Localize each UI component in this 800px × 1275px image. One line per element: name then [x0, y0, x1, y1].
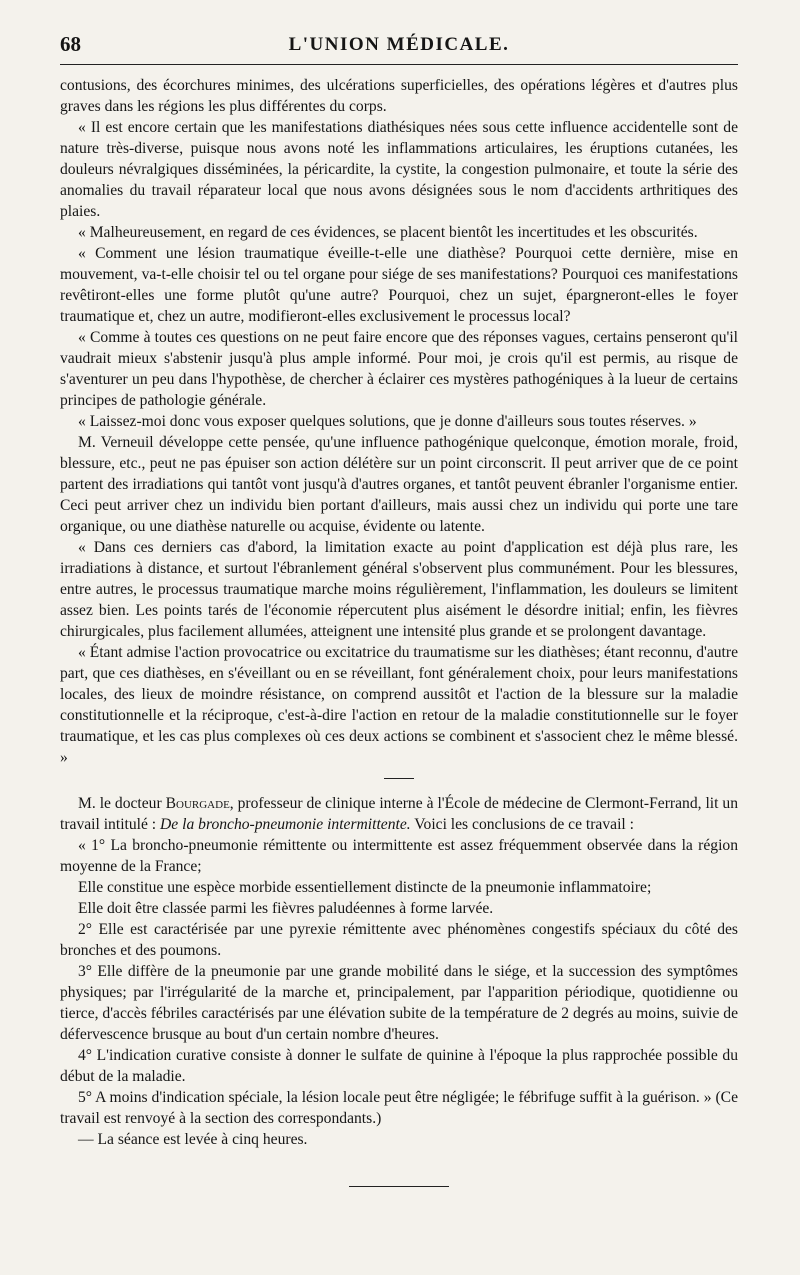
- running-head: L'UNION MÉDICALE.: [288, 34, 510, 55]
- conclusion-item: « 1° La broncho-pneumonie rémittente ou intermittente est assez fréquemment observée dans la région moyenne de la France;: [60, 837, 738, 875]
- intro-middle: , professeur de clinique interne à l'École de médecine de Clermont-Ferrand, lit un travail intitulé :: [60, 795, 738, 833]
- session-closing: — La séance est levée à cinq heures.: [78, 1131, 308, 1148]
- section-divider: [384, 778, 414, 779]
- communication-intro: [60, 793, 738, 835]
- paragraph: « Malheureusement, en regard de ces évidences, se placent bientôt les incertitudes et les obscurités.: [78, 224, 698, 241]
- conclusion-item: Elle doit être classée parmi les fièvres paludéennes à forme larvée.: [78, 900, 494, 917]
- paragraph-continuation: contusions, des écorchures minimes, des ulcérations superficielles, des opérations légères et d'autres plus graves dans les régions les plus différentes du corps.: [60, 77, 738, 115]
- conclusion-item: 5° A moins d'indication spéciale, la lésion locale peut être négligée; le fébrifuge suffit à la guérison. » (Ce travail est renvoyé à la section des correspondants.): [60, 1089, 738, 1127]
- conclusion-item: 3° Elle diffère de la pneumonie par une grande mobilité dans le siége, et la succession des symptômes physiques; par l'irrégularité de la marche et, principalement, par l'apparition périodique, quotidienne ou tierce, d'accès fébriles caractérisés par une élévation subite de la température de 2 degrés au moins, suivie de défervescence brusque au bout d'un certain nombre d'heures.: [60, 963, 738, 1043]
- paragraph: « Étant admise l'action provocatrice ou excitatrice du traumatisme sur les diathèses; étant reconnu, d'autre part, que ces diathèses, en s'éveillant ou en se réveillant, font généralement choix, pour leurs manifestations locales, des lieux de moindre résistance, on comprend aussitôt et l'action de la blessure sur la maladie constitutionnelle et la réciproque, c'est-à-dire l'action en retour de la maladie constitutionnelle sur le foyer traumatique, et les cas plus complexes où ces deux actions se combinent et s'associent chez le même blessé. »: [60, 644, 738, 766]
- conclusion-item: 4° L'indication curative consiste à donner le sulfate de quinine à l'époque la plus rapprochée possible du début de la maladie.: [60, 1047, 738, 1085]
- intro-prefix: M. le docteur: [78, 795, 166, 812]
- paragraph: « Il est encore certain que les manifestations diathésiques nées sous cette influence accidentelle sont de nature très-diverse, puisque nous avons noté les inflammations articulaires, les éruptions cutanées, les douleurs névralgiques disséminées, la péricardite, la cystite, la congestion pulmonaire, et toute la série des anomalies du travail réparateur local que nous avons désignées sous le nom d'accidents arthritiques des plaies.: [60, 119, 738, 220]
- conclusion-item: 2° Elle est caractérisée par une pyrexie rémittente avec phénomènes congestifs spéciaux du côté des bronches et des poumons.: [60, 921, 738, 959]
- conclusion-item: Elle constitue une espèce morbide essentiellement distincte de la pneumonie inflammatoire;: [78, 879, 652, 896]
- author-name: Bourgade: [165, 795, 230, 812]
- article-body: [60, 75, 738, 1187]
- paragraph: M. Verneuil développe cette pensée, qu'une influence pathogénique quelconque, émotion morale, froid, blessure, etc., peut ne pas épuiser son action délétère sur un point circonscrit. Il peut arriver que de ce point partent des irradiations qui tantôt vont jusqu'à d'autres organes, et tantôt peuvent ébranler l'organisme entier. Ceci peut arriver chez un individu bien portant d'ailleurs, mais aussi chez un individu qui porte une tare organique, ou une diathèse naturelle ou acquise, évidente ou latente.: [60, 434, 738, 535]
- paragraph: « Laissez-moi donc vous exposer quelques solutions, que je donne d'ailleurs sous toutes réserves. »: [78, 413, 697, 430]
- work-title: De la broncho-pneumonie intermittente.: [160, 816, 411, 833]
- paragraph: « Comment une lésion traumatique éveille-t-elle une diathèse? Pourquoi cette dernière, mise en mouvement, va-t-elle choisir tel ou tel organe pour siége de ses manifestations? Pourquoi ces manifestations revêtiront-elles une forme plutôt qu'une autre? Pourquoi, chez un sujet, épargneront-elles le foyer traumatique et, chez un autre, modifieront-elles exclusivement le processus local?: [60, 245, 738, 325]
- page-header: [60, 30, 738, 65]
- paragraph: « Comme à toutes ces questions on ne peut faire encore que des réponses vagues, certains penseront qu'il vaudrait mieux s'abstenir jusqu'à plus ample informé. Pour moi, je crois qu'il est permis, au risque de s'aventurer un peu dans l'hypothèse, de chercher à éclairer ces mystères pathogéniques à la lueur de certains principes de pathologie générale.: [60, 329, 738, 409]
- intro-suffix: Voici les conclusions de ce travail :: [410, 816, 634, 833]
- paragraph: « Dans ces derniers cas d'abord, la limitation exacte au point d'application est déjà plus rare, les irradiations à distance, et surtout l'ébranlement général s'observent plus communément. Pour les blessures, entre autres, le processus traumatique marche moins régulièrement, l'inflammation, les douleurs se limitent assez bien. Les points tarés de l'économie répercutent plus aisément le désordre initial; enfin, les fièvres chirurgicales, plus facilement allumées, atteignent une intensité plus grande et se prolongent davantage.: [60, 539, 738, 640]
- end-rule: [349, 1186, 449, 1187]
- page-number: 68: [60, 32, 81, 56]
